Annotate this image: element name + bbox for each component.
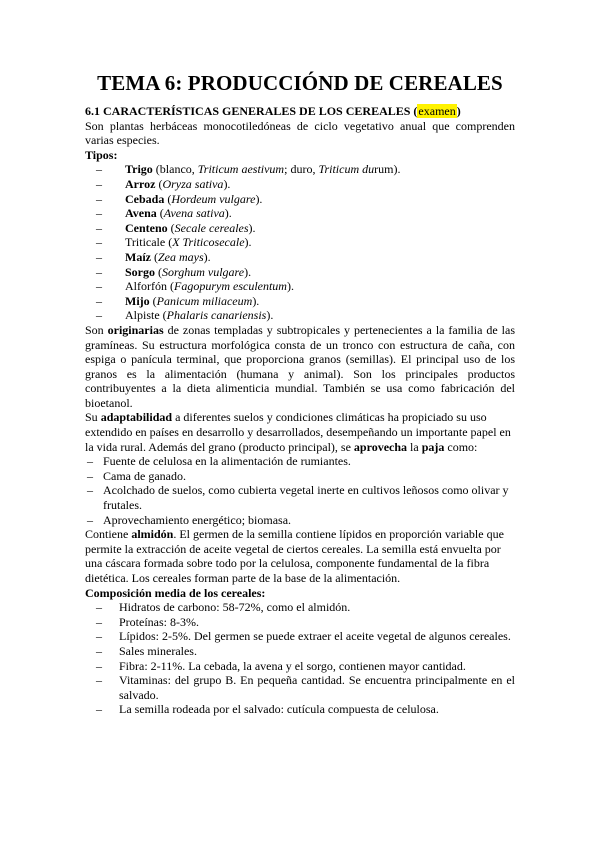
straw-uses-list <box>85 454 515 527</box>
page-title: TEMA 6: PRODUCCIÓND DE CEREALES <box>97 71 503 95</box>
list-item: – Mijo (Panicum miliaceum). <box>85 294 515 309</box>
list-item: – Trigo (blanco, Triticum aestivum; duro, Triticum durum). <box>85 162 515 177</box>
starch-paragraph: Contiene almidón. El germen de la semilla contiene lípidos en proporción variable que permite la extracción de aceite vegetal de ciertos cereales. La semilla está envuelta por una cáscara formada sobre todo por la celulosa, componente fundamental de la fibra dietética. Los cereales forman parte de la base de la alimentación. <box>85 527 504 585</box>
list-item: – Fibra: 2-11%. La cebada, la avena y el sorgo, contienen mayor cantidad. <box>85 659 515 674</box>
list-item: – Acolchado de suelos, como cubierta vegetal inerte en cultivos leñosos como olivar y frutales. <box>85 483 515 512</box>
list-item: – Arroz (Oryza sativa). <box>85 177 515 192</box>
types-label: Tipos: <box>85 147 118 162</box>
list-item: – Centeno (Secale cereales). <box>85 221 515 236</box>
list-item: – Maíz (Zea mays). <box>85 250 515 265</box>
list-item: – Hidratos de carbono: 58-72%, como el almidón. <box>85 600 515 615</box>
composition-list <box>85 600 515 717</box>
list-item: – Fuente de celulosa en la alimentación de rumiantes. <box>85 454 515 469</box>
list-item: – Cebada (Hordeum vulgare). <box>85 192 515 207</box>
list-item: – Avena (Avena sativa). <box>85 206 515 221</box>
list-item: – Lípidos: 2-5%. Del germen se puede extraer el aceite vegetal de algunos cereales. <box>85 629 515 644</box>
adaptability-paragraph: Su adaptabilidad a diferentes suelos y condiciones climáticas ha propiciado su uso extendido en países en desarrollo y desarrollados, desempeñando un importante papel en la vida rural. Además del grano (producto principal), se aprovecha la paja como: <box>85 410 511 454</box>
composition-label: Composición media de los cereales: <box>85 585 266 600</box>
list-item: – Aprovechamiento energético; biomasa. <box>85 513 515 528</box>
intro-paragraph: Son plantas herbáceas monocotiledóneas de ciclo vegetativo anual que comprenden varias especies. <box>85 118 515 148</box>
list-item: – Triticale (X Triticosecale). <box>85 235 515 250</box>
exam-highlight-tag: examen <box>418 104 456 118</box>
types-list <box>85 162 515 323</box>
list-item: – Cama de ganado. <box>85 469 515 484</box>
list-item: – Alforfón (Fagopurym esculentum). <box>85 279 515 294</box>
origin-paragraph: Son originarias de zonas templadas y subtropicales y pertenecientes a la familia de las gramíneas. Su estructura morfológica consta de un tronco con estructura de caña, con espiga o panícula terminal, que proporciona granos (semillas). El principal uso de los granos es la alimentación (humana y animal). Son los principales productos contribuyentes a la dieta alimenticia mundial. También se usa como fabricación del bioetanol. <box>85 322 515 410</box>
list-item: – Proteínas: 8-3%. <box>85 615 515 630</box>
document-body <box>85 104 515 717</box>
list-item: – Sales minerales. <box>85 644 515 659</box>
section-heading-text: 6.1 CARACTERÍSTICAS GENERALES DE LOS CEREALES <box>85 104 411 118</box>
list-item: – Alpiste (Phalaris canariensis). <box>85 308 515 323</box>
list-item: – Sorgo (Sorghum vulgare). <box>85 265 515 280</box>
section-heading: 6.1 CARACTERÍSTICAS GENERALES DE LOS CEREALES (examen) <box>85 104 461 118</box>
list-item: – Vitaminas: del grupo B. En pequeña cantidad. Se encuentra principalmente en el salvado. <box>85 673 515 702</box>
list-item: – La semilla rodeada por el salvado: cutícula compuesta de celulosa. <box>85 702 515 717</box>
